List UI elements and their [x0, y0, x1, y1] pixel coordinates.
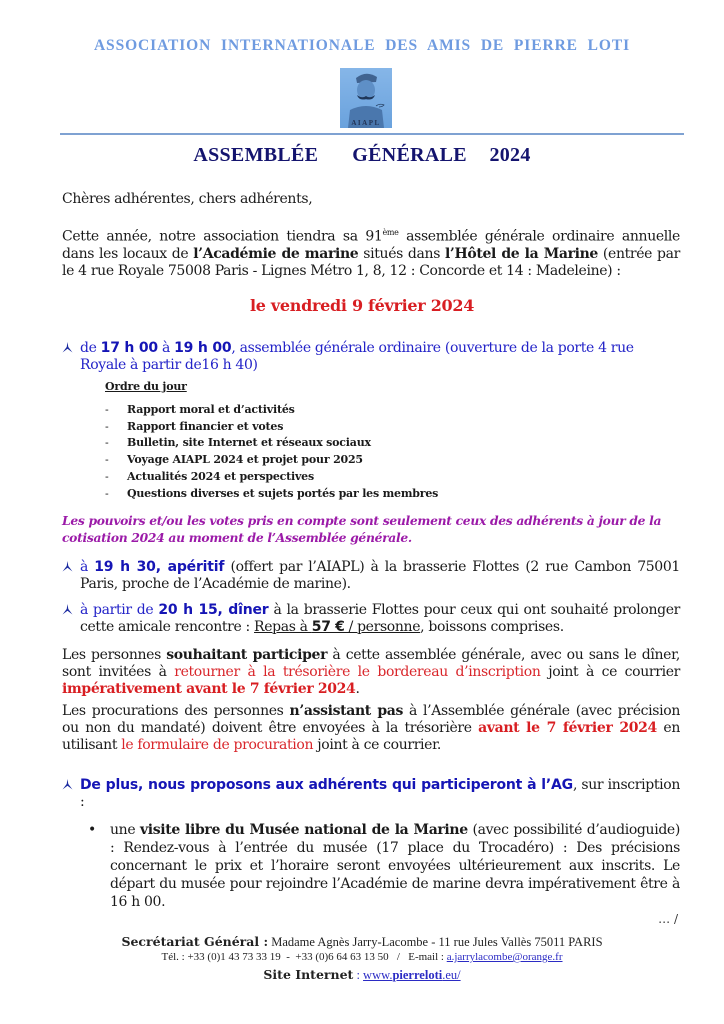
text: Les procurations des personnes: [62, 703, 290, 719]
website-link[interactable]: [363, 968, 461, 982]
arrow-bullet-icon: [62, 779, 73, 790]
text: à la brasserie Flottes pour ceux qui ont souhaité prolonger cette amicale rencontre :: [80, 602, 681, 635]
extra-item: [62, 777, 680, 811]
agenda-item-text: Bulletin, site Internet et réseaux sociaux: [127, 436, 371, 450]
text: .: [355, 681, 360, 697]
extra-text: [80, 777, 680, 811]
intro-paragraph: [62, 224, 680, 280]
email-link[interactable]: a.jarrylacombe@orange.fr: [446, 951, 563, 963]
intro-text: situés dans: [358, 245, 445, 262]
text: joint à ce courrier.: [313, 737, 442, 753]
voting-notice: Les pouvoirs et/ou les votes pris en compte sont seulement ceux des adhérents à jour de la cotisation 2024 au moment de l’Assemblée générale.: [62, 513, 662, 545]
text: :: [353, 968, 364, 982]
arrow-bullet-icon: [62, 604, 73, 615]
text: à cette assemblée générale, avec ou sans le dîner, sont invitées à: [62, 647, 680, 680]
intro-text: assemblée générale ordinaire annuelle dans les locaux de: [62, 228, 680, 262]
agenda-title: Ordre du jour: [105, 380, 187, 393]
arrow-bullet-icon: [62, 561, 73, 572]
assembly-item: [62, 340, 680, 374]
text: à: [80, 559, 95, 575]
museum-visit-text: [110, 821, 680, 911]
text: Secrétariat Général :: [121, 934, 269, 949]
continued-marker: … /: [658, 912, 678, 926]
agenda-item-text: Rapport moral et d’activités: [127, 403, 295, 416]
text: le formulaire de procuration: [121, 737, 314, 753]
footer-contact: [0, 951, 724, 963]
aiapl-logo: [340, 68, 392, 128]
logo-label: AIAPL: [351, 119, 381, 127]
dinner-item: [62, 602, 680, 636]
ordinal-suffix: ème: [382, 228, 399, 237]
academie-name: l’Académie de marine: [193, 245, 359, 262]
organization-title: ASSOCIATION INTERNATIONALE DES AMIS DE PIERRE LOTI: [93, 37, 631, 54]
text: à l’Assemblée générale (avec précision ou non du mandaté) doivent être envoyées à la trésorière: [62, 703, 681, 736]
intro-text: Cette année, notre association tiendra sa 91: [62, 228, 383, 245]
hotel-name: l’Hôtel de la Marine: [444, 245, 598, 262]
museum-visit-item: [88, 821, 680, 911]
text: à: [157, 340, 175, 356]
text: (offert par l’AIAPL) à la brasserie Flottes (2 rue Cambon 75001 Paris, proche de l’Académie de marine).: [80, 559, 680, 592]
assembly-text: [80, 340, 680, 374]
dinner-time: 20 h 15, dîner: [158, 602, 269, 618]
text: / personne: [344, 619, 421, 635]
proxy-deadline: avant le 7 février 2024: [478, 720, 657, 736]
proxy-paragraph: [62, 703, 680, 754]
aperitif-text: [80, 559, 680, 593]
header-divider: [60, 133, 684, 135]
footer-secretariat: [0, 934, 724, 950]
text: en utilisant: [62, 720, 681, 753]
registration-deadline: impérativement avant le 7 février 2024: [62, 681, 356, 697]
start-time: 17 h 00: [100, 340, 158, 356]
end-time: 19 h 00: [174, 340, 232, 356]
text: une: [110, 822, 140, 838]
text: à partir de: [80, 602, 159, 618]
text: www.: [363, 968, 393, 982]
agenda-item-text: Rapport financier et votes: [127, 419, 284, 433]
greeting: Chères adhérentes, chers adhérents,: [62, 191, 313, 207]
text: n’assistant pas: [289, 703, 404, 719]
price-value: 57 €: [311, 619, 345, 635]
text: , sur inscription :: [80, 777, 681, 810]
agenda-item: - Rapport moral et d’activités: [105, 403, 295, 416]
aperitif-item: [62, 559, 680, 593]
text: souhaitant participer: [166, 647, 328, 663]
agenda-item-text: Voyage AIAPL 2024 et projet pour 2025: [127, 453, 363, 467]
text: .eu/: [442, 968, 461, 982]
dinner-price: [254, 619, 420, 635]
text: Repas à: [254, 619, 312, 635]
agenda-item: - Voyage AIAPL 2024 et projet pour 2025: [105, 453, 363, 467]
text: Tél. : +33 (0)1 43 73 33 19 - +33 (0)6 64 63 13 50 / E-mail :: [161, 951, 447, 963]
agenda-item: - Rapport financier et votes: [105, 419, 284, 433]
text: retourner à la trésorière le bordereau d’inscription: [174, 664, 541, 680]
aperitif-time: 19 h 30, apéritif: [94, 559, 225, 575]
text: pierreloti: [392, 968, 443, 982]
footer-website: [0, 967, 724, 983]
bullet-dot-icon: •: [88, 822, 96, 838]
intro-text: (entrée par le 4 rue Royale 75008 Paris - Lignes Métro 1, 8, 12 : Concorde et 14 : Madeleine) :: [62, 245, 681, 279]
text: Les personnes: [62, 647, 167, 663]
page-title: ASSEMBLÉE GÉNÉRALE 2024: [193, 144, 531, 166]
registration-paragraph: [62, 647, 680, 698]
arrow-bullet-icon: [62, 342, 73, 353]
agenda-item-text: Questions diverses et sujets portés par les membres: [127, 486, 439, 500]
text: joint à ce courrier: [540, 664, 680, 680]
agenda-item-text: Actualités 2024 et perspectives: [127, 469, 314, 483]
text: (avec possibilité d’audioguide) : Rendez-vous à l’entrée du musée (17 place du Trocadéro) : Des précisions concernant le prix et l’horaire seront envoyées ultérieurement aux inscrits. Le départ du musée pour rejoindre l’Académie de marine devra impérativement être à 16 h 00.: [110, 822, 680, 910]
text: De plus, nous proposons aux adhérents qui participeront à l’AG: [80, 777, 573, 793]
text: visite libre du Musée national de la Marine: [139, 822, 468, 838]
dinner-text: [80, 602, 680, 636]
agenda-item: - Questions diverses et sujets portés par les membres: [105, 486, 439, 500]
text: Madame Agnès Jarry-Lacombe - 11 rue Jules Vallès 75011 PARIS: [268, 935, 603, 949]
meeting-date: le vendredi 9 février 2024: [249, 296, 475, 315]
text: , boissons comprises.: [420, 619, 564, 635]
text: , assemblée générale ordinaire (ouverture de la porte 4 rue Royale à partir de16 h 40): [80, 340, 634, 373]
agenda-item: - Bulletin, site Internet et réseaux sociaux: [105, 436, 371, 450]
agenda-item: - Actualités 2024 et perspectives: [105, 469, 314, 483]
text: de: [80, 340, 101, 356]
agenda-list: [105, 402, 438, 502]
text: Site Internet: [263, 967, 354, 982]
